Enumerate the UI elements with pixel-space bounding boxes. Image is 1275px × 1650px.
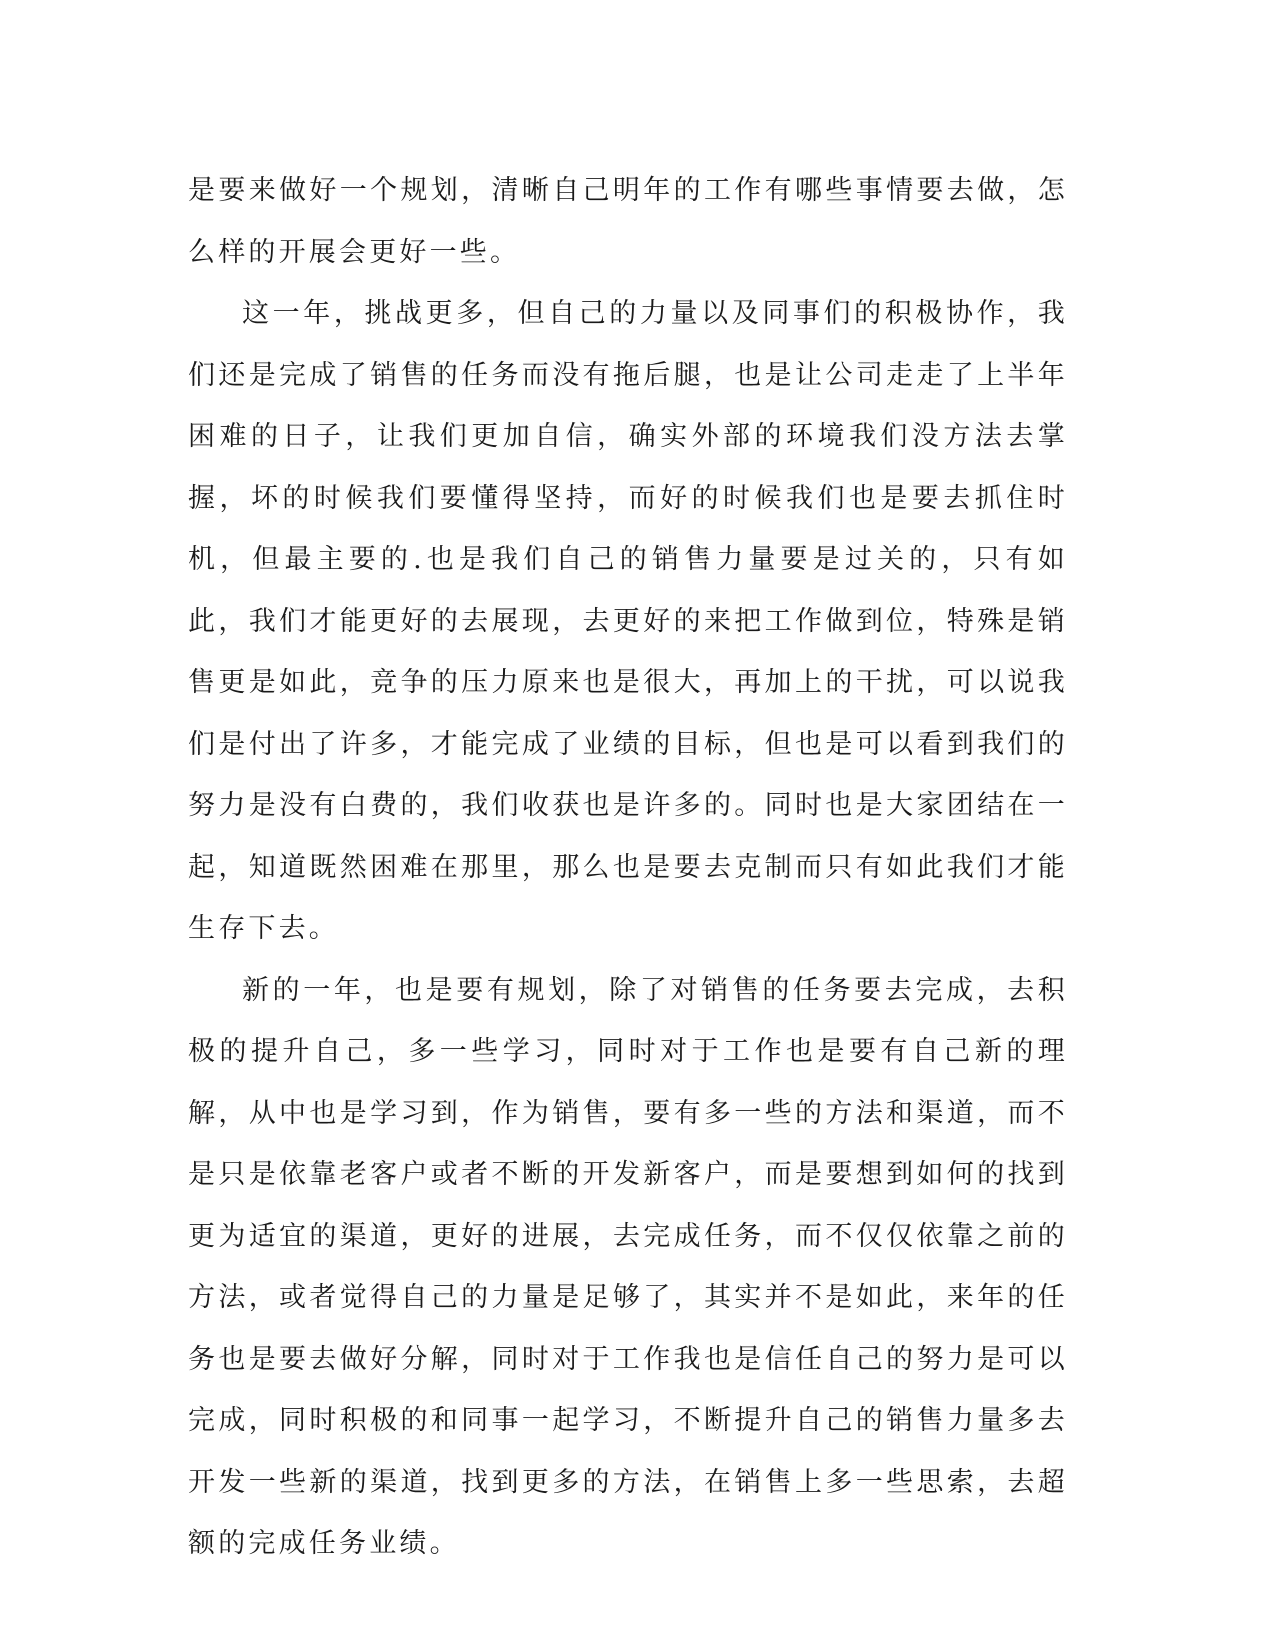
paragraph-continued: 是要来做好一个规划，清晰自己明年的工作有哪些事情要去做，怎么样的开展会更好一些。 (188, 175, 1068, 268)
paragraph: 这一年，挑战更多，但自己的力量以及同事们的积极协作，我们还是完成了销售的任务而没有拖后腿，也是让公司走走了上半年困难的日子，让我们更加自信，确实外部的环境我们没方法去掌握，坏的时候我们要懂得坚持，而好的时候我们也是要去抓住时机，但最主要的.也是我们自己的销售力量要是过关的，只有如此，我们才能更好的去展现，去更好的来把工作做到位，特殊是销售更是如此，竞争的压力原来也是很大，再加上的干扰，可以说我们是付出了许多，才能完成了业绩的目标，但也是可以看到我们的努力是没有白费的，我们收获也是许多的。同时也是大家团结在一起，知道既然困难在那里，那么也是要去克制而只有如此我们才能生存下去。 (188, 298, 1068, 944)
document-body (188, 160, 1068, 1575)
paragraph: 新的一年，也是要有规划，除了对销售的任务要去完成，去积极的提升自己，多一些学习，同时对于工作也是要有自己新的理解，从中也是学习到，作为销售，要有多一些的方法和渠道，而不是只是依靠老客户或者不断的开发新客户，而是要想到如何的找到更为适宜的渠道，更好的进展，去完成任务，而不仅仅依靠之前的方法，或者觉得自己的力量是足够了，其实并不是如此，来年的任务也是要去做好分解，同时对于工作我也是信任自己的努力是可以完成，同时积极的和同事一起学习，不断提升自己的销售力量多去开发一些新的渠道，找到更多的方法，在销售上多一些思索，去超额的完成任务业绩。 (188, 974, 1068, 1559)
